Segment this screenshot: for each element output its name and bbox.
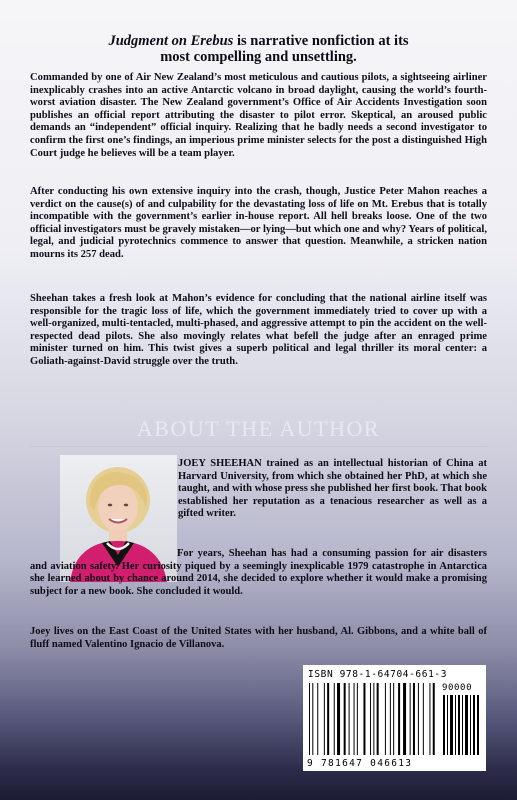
description-paragraph-2: After conducting his own extensive inquiry into the crash, though, Justice Peter Mahon reaches a verdict on the cause(s) of and culpability for the devastating loss of life on Mt. Erebus that is totally incompatible with the government’s earlier in-house report. All hell breaks loose. One of the two official investigators must be gravely mistaken—or lying—but which one and why? Years of political, legal, and judicial pyrotechnics commence to answer that question. Meanwhile, a stricken nation mourns its 257 dead. bbox=[30, 186, 487, 260]
about-author-heading: ABOUT THE AUTHOR bbox=[136, 416, 381, 441]
author-bio-1 bbox=[178, 458, 487, 521]
isbn-text: ISBN 978-1-64704-661-3 bbox=[308, 669, 448, 680]
ean-digits: 9 781647 046613 bbox=[307, 758, 413, 769]
price-code: 90000 bbox=[442, 683, 473, 693]
headline-rest: is narrative nonfiction at its bbox=[233, 33, 409, 49]
author-bio-1-text: trained as an intellectual historian of China at Harvard University, from which she obtained her PhD, at which she taught, and with whose press she published her first book. That book established her reputation as a tenacious researcher as well as a gifted writer. bbox=[178, 458, 487, 520]
author-name: JOEY SHEEHAN bbox=[178, 458, 262, 469]
isbn-barcode bbox=[303, 665, 486, 771]
book-title: Judgment on Erebus bbox=[108, 33, 234, 49]
about-divider bbox=[30, 446, 487, 447]
description-paragraph-1: Commanded by one of Air New Zealand’s most meticulous and cautious pilots, a sightseeing airliner inexplicably crashes into an active Antarctic volcano in broad daylight, causing the world’s fourth-worst aviation disaster. The New Zealand government’s Office of Air Accidents Investigation soon publishes an official report attributing the disaster to pilot error. Skeptical, an aroused public demands an “independent” official inquiry. Realizing that he badly needs a second investigator to confirm the first one’s findings, an imperious prime minister selects for the post a distinguished High Court judge he believes will be a team player. bbox=[30, 72, 487, 159]
author-bio-3: Joey lives on the East Coast of the United States with her husband, Al. Gibbons, and a white ball of fluff named Valentino Ignacio de Villanova. bbox=[30, 626, 487, 650]
ean-barcode-bars bbox=[309, 683, 439, 759]
description-paragraph-3: Sheehan takes a fresh look at Mahon’s evidence for concluding that the national airline itself was responsible for the tragic loss of life, which the government immediately tried to cover up with a well-organized, multi-tentacled, multi-phased, and aggressive attempt to pin the accident on the well-respected dead pilots. She also movingly relates what befell the judge after an enraged prime minister turned on him. This twist gives a superb political and legal thriller its moral center: a Goliath-against-David struggle over the truth. bbox=[30, 293, 487, 367]
headline-line2: most compelling and unsettling. bbox=[160, 49, 357, 65]
headline bbox=[60, 33, 457, 65]
addon-barcode-bars bbox=[442, 695, 482, 755]
author-bio-2: For years, Sheehan has had a consuming passion for air disasters and aviation safety. Her curiosity piqued by a seemingly inexplicable 1979 catastrophe in Antarctica she learned about by chance around 2014, she decided to explore whether it would make a promising subject for a new book. She concluded it would. bbox=[30, 548, 487, 597]
